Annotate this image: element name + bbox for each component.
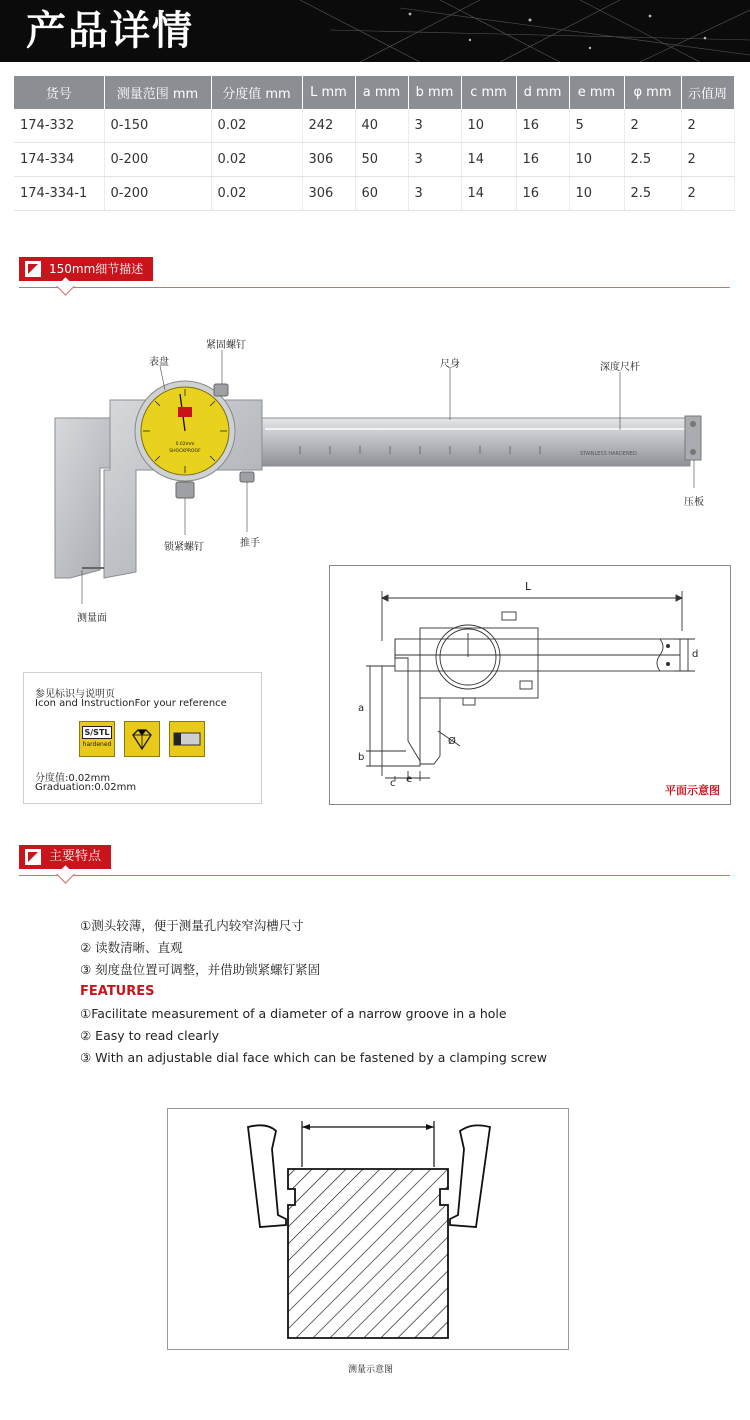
reference-box <box>23 672 262 804</box>
section-heading-detail <box>19 257 730 291</box>
table-cell: 306 <box>302 143 355 177</box>
col-header: e mm <box>569 76 624 109</box>
reference-title-en: Icon and InstructionFor your reference <box>35 698 227 709</box>
table-cell: 0-150 <box>104 109 211 143</box>
section-icon <box>25 849 41 865</box>
section-divider <box>19 875 730 876</box>
feature-cn-1: ①测头较薄，便于测量孔内较窄沟槽尺寸 <box>80 918 304 933</box>
table-cell: 2 <box>624 109 681 143</box>
table-cell: 3 <box>408 109 461 143</box>
label-ruler-body: 尺身 <box>440 359 460 370</box>
header-banner <box>0 0 750 62</box>
groove-drawing-box <box>167 1108 569 1350</box>
graduation-en: Graduation:0.02mm <box>35 782 137 793</box>
groove-drawing <box>168 1109 568 1349</box>
feature-en-2: ② Easy to read clearly <box>80 1028 219 1043</box>
dial-brand: SHOCKPROOF <box>169 449 201 454</box>
carbide-tip-icon <box>169 721 205 757</box>
table-cell: 10 <box>569 143 624 177</box>
spec-header-row <box>14 76 734 109</box>
groove-drawing-caption: 测量示意图 <box>348 1365 394 1375</box>
table-row <box>14 109 734 143</box>
label-tightening-screw: 紧固螺钉 <box>206 340 246 351</box>
table-cell: 10 <box>461 109 516 143</box>
dim-L: L <box>525 580 532 593</box>
plan-drawing <box>330 566 730 804</box>
label-dial: 表盘 <box>149 357 169 368</box>
col-header: c mm <box>461 76 516 109</box>
table-cell: 14 <box>461 177 516 211</box>
table-cell: 0.02 <box>211 109 302 143</box>
plan-drawing-box <box>329 565 731 805</box>
table-row <box>14 143 734 177</box>
graduation-cn: 分度值:0.02mm <box>35 773 111 784</box>
table-row <box>14 177 734 211</box>
diamond-icon <box>124 721 160 757</box>
table-cell: 2 <box>681 177 734 211</box>
label-locking-screw: 锁紧螺钉 <box>164 542 204 553</box>
table-cell: 5 <box>569 109 624 143</box>
features-en-title: FEATURES <box>80 984 155 999</box>
reference-title-cn: 参见标识与说明页 <box>35 689 115 700</box>
table-cell: 60 <box>355 177 408 211</box>
table-cell: 40 <box>355 109 408 143</box>
table-cell: 0-200 <box>104 143 211 177</box>
dim-a: a <box>358 703 365 714</box>
table-cell: 174-332 <box>14 109 104 143</box>
features-list <box>80 915 547 1069</box>
feature-cn-2: ② 读数清晰、直观 <box>80 940 183 955</box>
col-header: 测量范围 mm <box>104 76 211 109</box>
label-thumb-push: 推手 <box>240 538 260 549</box>
feature-en-3: ③ With an adjustable dial face which can be fastened by a clamping screw <box>80 1050 547 1065</box>
col-header: a mm <box>355 76 408 109</box>
table-cell: 2 <box>681 109 734 143</box>
table-cell: 2.5 <box>624 143 681 177</box>
label-depth-rod: 深度尺杆 <box>600 362 640 373</box>
table-cell: 2 <box>681 143 734 177</box>
dim-d: d <box>692 649 699 660</box>
table-cell: 16 <box>516 143 569 177</box>
section-divider <box>19 287 730 288</box>
table-cell: 0.02 <box>211 177 302 211</box>
label-measuring-face: 测量面 <box>77 613 107 624</box>
dim-phi: Ø <box>448 736 456 747</box>
spec-table <box>14 76 735 211</box>
table-cell: 2.5 <box>624 177 681 211</box>
label-press-plate: 压板 <box>684 497 704 508</box>
col-header: φ mm <box>624 76 681 109</box>
table-cell: 306 <box>302 177 355 211</box>
col-header: 货号 <box>14 76 104 109</box>
table-cell: 50 <box>355 143 408 177</box>
col-header: b mm <box>408 76 461 109</box>
section-title: 150mm细节描述 <box>49 262 144 276</box>
table-cell: 174-334-1 <box>14 177 104 211</box>
col-header: 分度值 mm <box>211 76 302 109</box>
dim-e: e <box>406 774 413 785</box>
table-cell: 3 <box>408 177 461 211</box>
table-cell: 0.02 <box>211 143 302 177</box>
beam-marking: STAINLESS HARDENED <box>580 451 637 457</box>
dim-c: c <box>390 778 396 789</box>
table-cell: 16 <box>516 177 569 211</box>
section-title: 主要特点 <box>49 849 102 864</box>
feature-cn-3: ③ 刻度盘位置可调整，并借助锁紧螺钉紧固 <box>80 962 321 977</box>
dial-grad: 0.02mm <box>175 442 195 447</box>
plan-drawing-caption: 平面示意图 <box>665 784 720 797</box>
table-cell: 242 <box>302 109 355 143</box>
dim-b: b <box>358 752 365 763</box>
table-cell: 0-200 <box>104 177 211 211</box>
table-cell: 3 <box>408 143 461 177</box>
col-header: L mm <box>302 76 355 109</box>
table-cell: 10 <box>569 177 624 211</box>
table-cell: 14 <box>461 143 516 177</box>
page-title: 产品详情 <box>26 8 194 54</box>
section-heading-features <box>19 845 730 879</box>
col-header: d mm <box>516 76 569 109</box>
feature-en-1: ①Facilitate measurement of a diameter of a narrow groove in a hole <box>80 1006 507 1021</box>
stainless-steel-icon: S/STL hardened <box>79 721 115 757</box>
section-icon <box>25 261 41 277</box>
table-cell: 16 <box>516 109 569 143</box>
table-cell: 174-334 <box>14 143 104 177</box>
col-header: 示值周 <box>681 76 734 109</box>
